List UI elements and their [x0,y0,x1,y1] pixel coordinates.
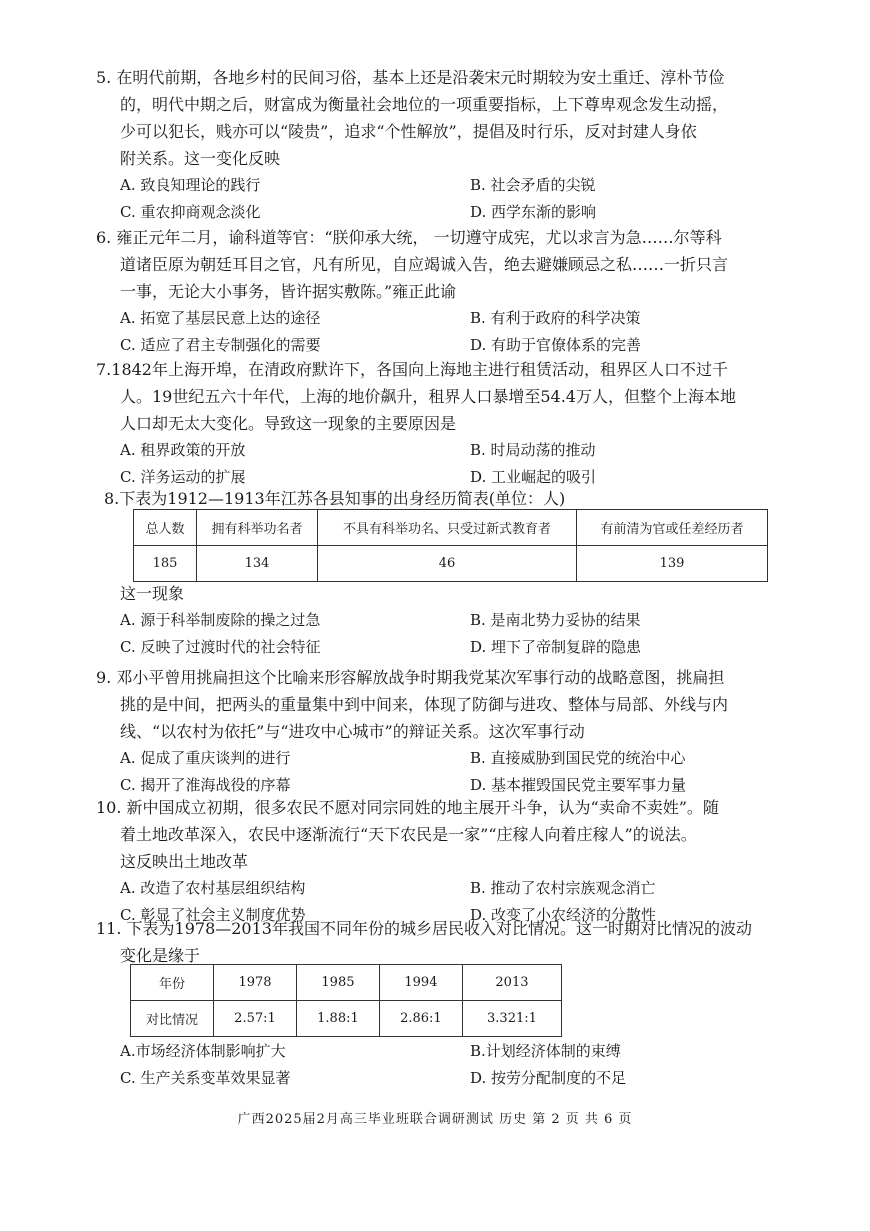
question-10 [96,794,796,929]
table-cell: 1978 [214,965,297,1001]
option-b: B. 推动了农村宗族观念消亡 [470,879,656,897]
page-footer: 广西2025届2月高三毕业班联合调研测试 历史 第 2 页 共 6 页 [237,1112,633,1127]
table-header-cell: 总人数 [134,510,197,546]
table-cell: 185 [134,546,197,582]
option-d: D. 有助于官僚体系的完善 [470,336,642,354]
table-row [131,1001,562,1037]
question-text-line: 7.1842年上海开埠，在清政府默许下，各国向上海地主进行租赁活动，租界区人口不过千 [96,360,728,379]
question-text-line: 8.下表为1912—1913年江苏各县知事的出身经历简表(单位：人) [104,489,566,508]
question-8-tail [96,580,796,661]
question-text-line: 10. 新中国成立初期，很多农民不愿对同宗同姓的地主展开斗争，认为“卖命不卖姓”。随 [96,798,719,817]
table-cell: 1.88:1 [296,1001,379,1037]
option-d: D. 埋下了帝制复辟的隐患 [470,638,642,656]
option-c: C. 洋务运动的扩展 [120,468,246,486]
option-b: B.计划经济体制的束缚 [470,1042,621,1060]
question-11-options [96,1038,796,1092]
table-cell: 3.321:1 [462,1001,561,1037]
question-text-line: 6. 雍正元年二月，谕科道等官：“朕仰承大统， 一切遵守成宪，尤以求言为急……尔等科 [96,228,722,247]
table-row [134,546,768,582]
table-cell: 1985 [296,965,379,1001]
question-text-line: 的，明代中期之后，财富成为衡量社会地位的一项重要指标，上下尊卑观念发生动摇， [120,95,729,114]
question-text-line: 挑的是中间，把两头的重量集中到中间来，体现了防御与进攻、整体与局部、外线与内 [120,695,729,714]
question-text-line: 人口却无太大变化。导致这一现象的主要原因是 [120,414,457,433]
options [96,607,796,661]
question-8 [96,485,796,512]
question-text-line: 这反映出土地改革 [120,852,249,871]
table-cell: 2.86:1 [379,1001,462,1037]
question-11 [96,915,796,969]
option-b: B. 是南北势力妥协的结果 [470,611,641,629]
table-header-cell: 不具有科举功名、只受过新式教育者 [318,510,577,546]
options [96,437,796,491]
question-text-line: 这一现象 [120,584,185,603]
option-c: C. 彰显了社会主义制度优势 [120,906,306,924]
options [96,172,796,226]
question-9 [96,664,796,799]
options [96,305,796,359]
table-cell: 2.57:1 [214,1001,297,1037]
option-d: D. 改变了小农经济的分散性 [470,906,657,924]
question-text-line: 人。19世纪五六十年代，上海的地价飙升，租界人口暴增至54.4万人，但整个上海本地 [120,387,736,406]
question-text-line: 线、“以农村为依托”与“进攻中心城市”的辩证关系。这次军事行动 [120,722,585,741]
option-a: A. 致良知理论的践行 [120,176,261,194]
option-d: D. 基本摧毁国民党主要军事力量 [470,776,687,794]
question-text-line: 道诸臣原为朝廷耳目之官，凡有所见，自应竭诚入告，绝去避嫌顾忌之私……一折只言 [120,255,729,274]
question-text-line: 少可以犯长，贱亦可以“陵贵”，追求“个性解放”，提倡及时行乐，反对封建人身依 [120,122,697,141]
question-text-line: 9. 邓小平曾用挑扁担这个比喻来形容解放战争时期我党某次军事行动的战略意图，挑扁担 [96,668,725,687]
option-c: C. 揭开了淮海战役的序幕 [120,776,291,794]
option-c: C. 适应了君主专制强化的需要 [120,336,321,354]
options [96,745,796,799]
question-text-line: 附关系。这一变化反映 [120,149,281,168]
option-b: B. 直接威胁到国民党的统治中心 [470,749,686,767]
question-text-line: 5. 在明代前期，各地乡村的民间习俗，基本上还是沿袭宋元时期较为安土重迁、淳朴节俭 [96,68,725,87]
option-b: B. 社会矛盾的尖锐 [470,176,596,194]
table-cell: 1994 [379,965,462,1001]
option-a: A. 租界政策的开放 [120,441,246,459]
table-row [131,965,562,1001]
question-7 [96,356,796,491]
option-c: C. 反映了过渡时代的社会特征 [120,638,321,656]
option-a: A.市场经济体制影响扩大 [120,1042,286,1060]
table-header-cell: 对比情况 [131,1001,214,1037]
table-cell: 46 [318,546,577,582]
option-b: B. 时局动荡的推动 [470,441,596,459]
table-cell: 134 [197,546,318,582]
table-cell: 2013 [462,965,561,1001]
income-ratio-table [130,964,562,1037]
option-a: A. 改造了农村基层组织结构 [120,879,306,897]
question-text-line: 一事，无论大小事务，皆许据实敷陈。”雍正此谕 [120,282,457,301]
option-c: C. 重农抑商观念淡化 [120,203,261,221]
option-a: A. 拓宽了基层民意上达的途径 [120,309,321,327]
table-cell: 139 [577,546,768,582]
question-text-line: 11. 下表为1978—2013年我国不同年份的城乡居民收入对比情况。这一时期对比情况的波动 [96,919,752,938]
question-6 [96,224,796,359]
option-a: A. 促成了重庆谈判的进行 [120,749,291,767]
question-text-line: 变化是缘于 [120,946,201,965]
table-header-row [134,510,768,546]
option-d: D. 西学东渐的影响 [470,203,597,221]
options [96,1038,796,1092]
table-header-cell: 拥有科举功名者 [197,510,318,546]
option-b: B. 有利于政府的科学决策 [470,309,641,327]
question-text-line: 着土地改革深入，农民中逐渐流行“天下农民是一家”“庄稼人向着庄稼人”的说法。 [120,825,697,844]
official-background-table [133,509,768,582]
option-d: D. 按劳分配制度的不足 [470,1069,627,1087]
table-header-cell: 年份 [131,965,214,1001]
option-c: C. 生产关系变革效果显著 [120,1069,291,1087]
option-a: A. 源于科举制废除的操之过急 [120,611,321,629]
option-d: D. 工业崛起的吸引 [470,468,597,486]
table-header-cell: 有前清为官或任差经历者 [577,510,768,546]
question-5 [96,64,796,226]
